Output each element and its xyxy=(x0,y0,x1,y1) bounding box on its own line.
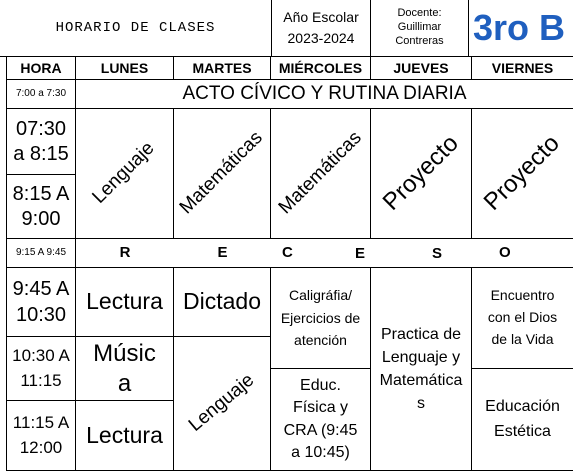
time-slot-1 xyxy=(6,109,76,175)
miercoles-slot-5-line2: Física y xyxy=(292,399,349,417)
jueves-block1 xyxy=(371,109,472,239)
time-slot-4-end: 11:15 xyxy=(20,370,62,390)
col-header-viernes: VIERNES xyxy=(472,57,573,80)
acto-civico-cell: ACTO CÍVICO Y RUTINA DIARIA xyxy=(76,80,573,109)
teacher-last-name: Contreras xyxy=(395,34,444,47)
time-recess: 9:15 A 9:45 xyxy=(6,239,76,268)
recess-letter-o: O xyxy=(472,239,573,268)
miercoles-slot-3-4-line3: atención xyxy=(294,332,347,349)
viernes-slot-5 xyxy=(472,369,573,471)
viernes-block1 xyxy=(472,109,573,239)
jueves-block1-text: Proyecto xyxy=(377,129,464,216)
recess-letter-e2: E xyxy=(354,244,365,262)
miercoles-slot-3-4 xyxy=(271,268,371,369)
col-header-martes: MARTES xyxy=(174,57,271,80)
time-slot-3 xyxy=(6,268,76,337)
lunes-block1-text: Lenguaje xyxy=(88,137,159,208)
time-slot-2-end: 9:00 xyxy=(21,207,61,230)
miercoles-slot-5-line1: Educ. xyxy=(300,376,341,394)
miercoles-slot-5-line3: CRA (9:45 xyxy=(283,421,358,439)
time-slot-2 xyxy=(6,175,76,239)
recess-letter-s: S xyxy=(431,244,442,262)
col-header-hora: HORA xyxy=(6,57,76,80)
teacher-first-name: Guillimar xyxy=(397,21,442,34)
school-year-label: Año Escolar xyxy=(283,9,359,26)
jueves-slot-3-5-line1: Practica de xyxy=(380,325,462,343)
recess-letter-c: C xyxy=(271,239,371,268)
jueves-slot-3-5 xyxy=(371,268,472,471)
recess-letter-e1: E xyxy=(174,239,271,268)
viernes-slot-3-4-line3: de la Vida xyxy=(491,330,554,347)
grade-box xyxy=(469,0,573,57)
time-slot-4-start: 10:30 A xyxy=(12,345,70,365)
martes-slot-3: Dictado xyxy=(174,268,271,337)
time-acto: 7:00 a 7:30 xyxy=(6,80,76,109)
schedule-title-text: HORARIO DE CLASES xyxy=(55,19,216,36)
martes-block1-text: Matemáticas xyxy=(175,127,267,219)
time-slot-3-end: 10:30 xyxy=(15,304,67,326)
time-slot-1-start: 07:30 xyxy=(15,117,67,140)
teacher-box xyxy=(371,0,469,57)
school-year-box xyxy=(271,0,371,57)
viernes-block1-text: Proyecto xyxy=(478,129,565,216)
col-header-lunes: LUNES xyxy=(76,57,174,80)
miercoles-block1-text: Matemáticas xyxy=(274,127,366,219)
lunes-slot-4-line1: Músic xyxy=(93,339,156,367)
miercoles-slot-3-4-line2: Ejercicios de xyxy=(280,309,361,326)
col-header-jueves: JUEVES xyxy=(371,57,472,80)
school-year-value: 2023-2024 xyxy=(287,30,355,46)
time-slot-5 xyxy=(6,401,76,471)
lunes-slot-3: Lectura xyxy=(76,268,174,337)
teacher-label: Docente: xyxy=(397,7,442,20)
lunes-slot-4-line2: a xyxy=(117,369,132,397)
time-slot-1-end: a 8:15 xyxy=(13,142,69,165)
col-header-miercoles: MIÉRCOLES xyxy=(271,57,371,80)
grade-label: 3ro B xyxy=(473,7,566,49)
martes-block1 xyxy=(174,109,271,239)
lunes-slot-4 xyxy=(76,337,174,401)
miercoles-slot-5-line4: a 10:45) xyxy=(291,443,350,461)
jueves-slot-3-5-line2: Lenguaje y xyxy=(381,348,461,366)
viernes-slot-3-4-line2: con el Dios xyxy=(487,309,558,326)
time-slot-4 xyxy=(6,337,76,401)
viernes-slot-3-4 xyxy=(472,268,573,369)
martes-slot-4-5 xyxy=(174,337,271,471)
jueves-slot-3-5-line3: Matemática xyxy=(379,372,463,389)
martes-slot-4-5-text: Lenguaje xyxy=(184,369,259,436)
viernes-slot-5-line1: Educación xyxy=(485,397,560,415)
miercoles-slot-5 xyxy=(271,369,371,471)
time-slot-2-start: 8:15 A xyxy=(12,182,70,205)
viernes-slot-3-4-line1: Encuentro xyxy=(490,287,555,304)
miercoles-block1 xyxy=(271,109,371,239)
schedule-title xyxy=(0,0,271,57)
lunes-slot-5: Lectura xyxy=(76,401,174,471)
lunes-block1 xyxy=(76,109,174,239)
viernes-slot-5-line2: Estética xyxy=(494,422,551,440)
time-slot-5-start: 11:15 A xyxy=(12,412,70,432)
miercoles-slot-3-4-line1: Caligráfia/ xyxy=(288,287,353,304)
recess-letter-r: R xyxy=(76,239,174,268)
time-slot-3-start: 9:45 A xyxy=(12,278,70,300)
time-slot-5-end: 12:00 xyxy=(19,437,63,457)
jueves-slot-3-5-line4: s xyxy=(417,395,425,413)
